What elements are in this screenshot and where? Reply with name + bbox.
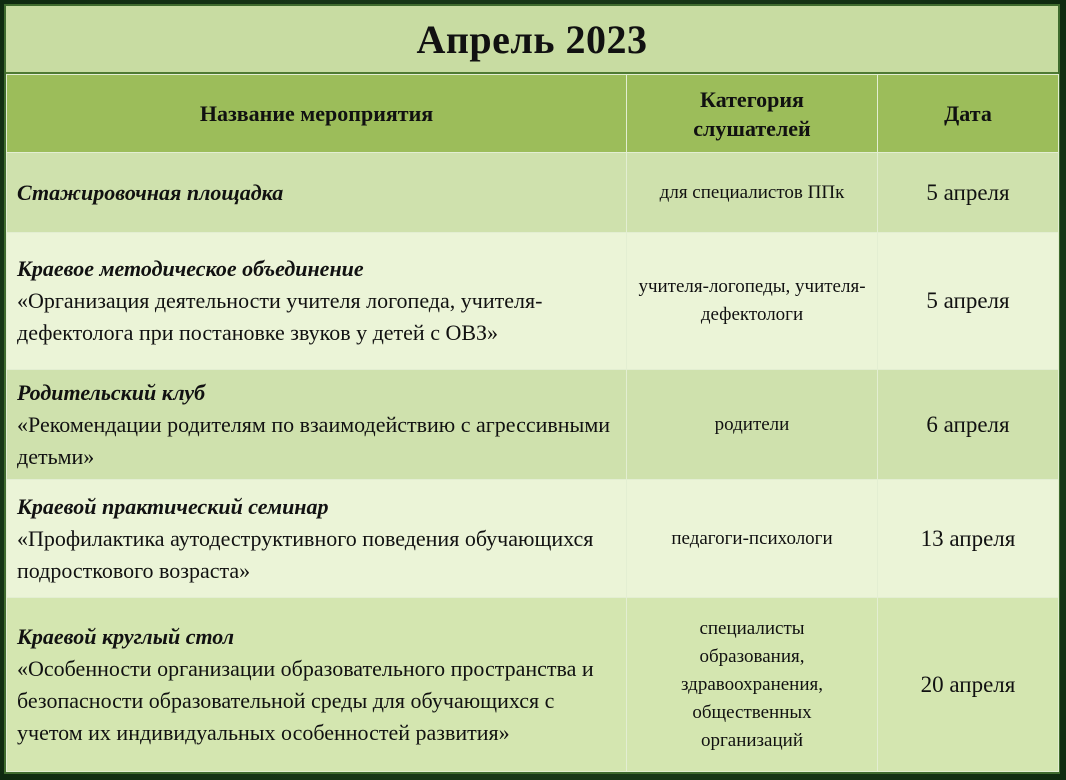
event-name-cell: [7, 233, 627, 370]
event-category: для специалистов ППк: [627, 153, 878, 233]
header-date: Дата: [878, 75, 1059, 153]
table-row: [7, 370, 1059, 480]
event-name-cell: [7, 370, 627, 480]
event-title: Краевой практический семинар: [17, 493, 329, 519]
event-name-cell: [7, 153, 627, 233]
event-name-cell: [7, 480, 627, 598]
event-date: 20 апреля: [878, 598, 1059, 772]
event-title: Стажировочная площадка: [17, 179, 284, 205]
page-title: Апрель 2023: [416, 16, 648, 62]
table-row: [7, 480, 1059, 598]
event-category: специалисты образования, здравоохранения, общественных организаций: [627, 598, 878, 772]
table-header-row: [7, 75, 1059, 153]
event-description: «Рекомендации родителям по взаимодействию с агрессивными детьми»: [17, 411, 611, 469]
event-category: родители: [627, 370, 878, 480]
table-row: [7, 233, 1059, 370]
event-category: учителя-логопеды, учителя-дефектологи: [627, 233, 878, 370]
event-description: «Организация деятельности учителя логопеда, учителя-дефектолога при постановке звуков у детей с ОВЗ»: [17, 288, 543, 345]
event-date: 13 апреля: [878, 480, 1059, 598]
event-category: педагоги-психологи: [627, 480, 878, 598]
event-name-cell: [7, 598, 627, 772]
header-name: Название мероприятия: [7, 75, 627, 153]
header-category: Категория слушателей: [627, 75, 878, 153]
event-description: «Профилактика аутодеструктивного поведения обучающихся подросткового возраста»: [17, 525, 594, 583]
title-row: [6, 6, 1058, 74]
event-title: Краевой круглый стол: [17, 623, 235, 649]
event-date: 5 апреля: [878, 233, 1059, 370]
event-date: 5 апреля: [878, 153, 1059, 233]
events-table: [6, 74, 1059, 772]
event-description: «Особенности организации образовательного пространства и безопасности образовательной среды для обучающихся с учетом их индивидуальных особенностей развития»: [17, 655, 594, 745]
table-row: [7, 153, 1059, 233]
table-row: [7, 598, 1059, 772]
event-title: Родительский клуб: [17, 379, 206, 405]
schedule-board: [4, 4, 1060, 774]
event-title: Краевое методическое объединение: [17, 256, 364, 281]
event-date: 6 апреля: [878, 370, 1059, 480]
